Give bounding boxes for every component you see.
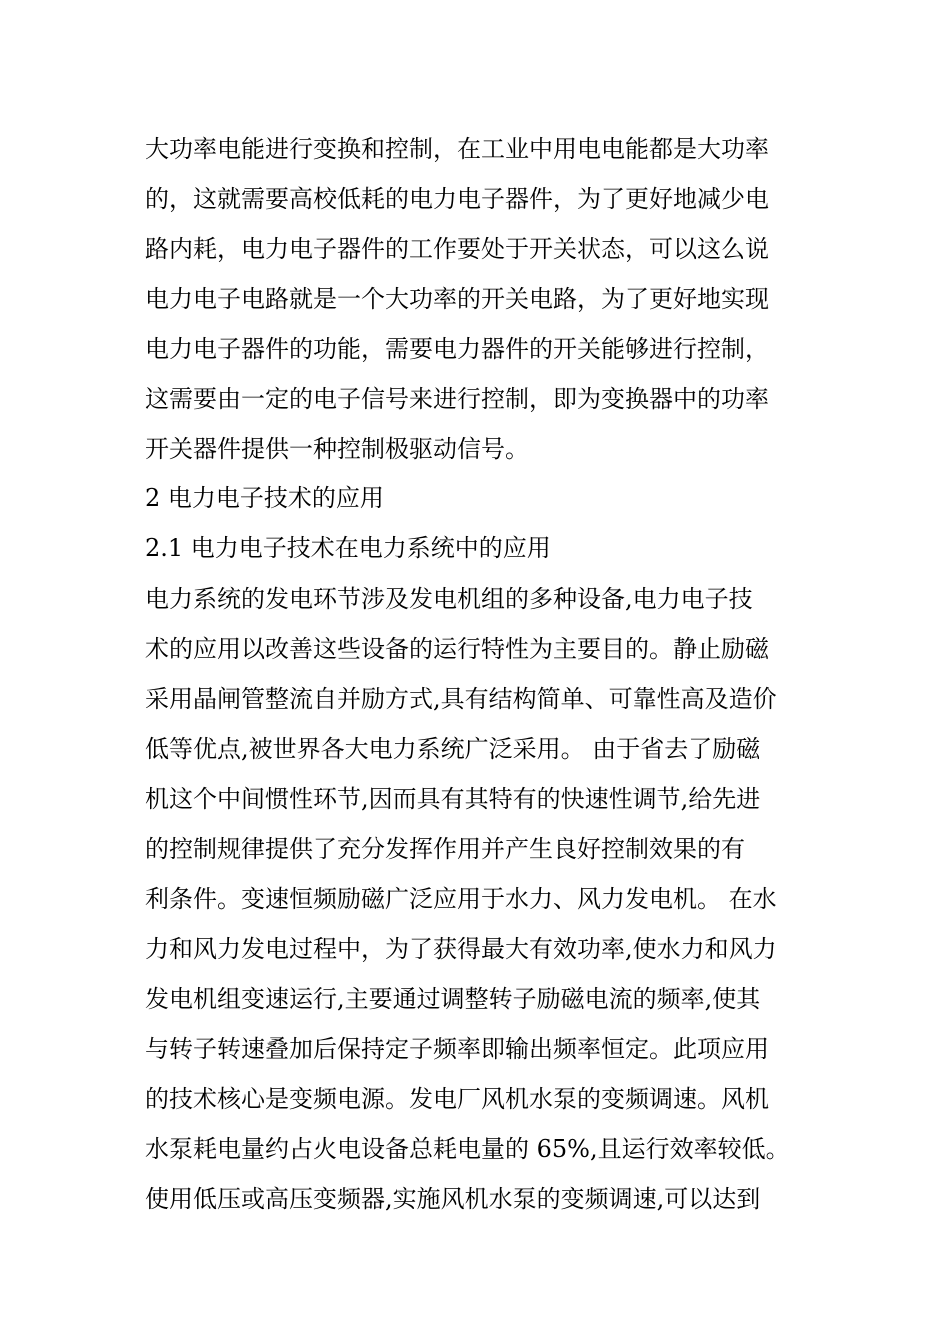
paragraph-line: 的，这就需要高校低耗的电力电子器件，为了更好地减少电	[145, 185, 769, 213]
paragraph-line: 发电机组变速运行,主要通过调整转子励磁电流的频率,使其	[145, 985, 761, 1013]
paragraph-line: 水泵耗电量约占火电设备总耗电量的 65%,且运行效率较低。	[145, 1135, 790, 1163]
subsection-heading: 2.1 电力电子技术在电力系统中的应用	[145, 534, 551, 562]
paragraph-line: 电力电子器件的功能，需要电力器件的开关能够进行控制，	[145, 335, 769, 363]
paragraph-line: 术的应用以改善这些设备的运行特性为主要目的。静止励磁	[145, 635, 769, 663]
paragraph-line: 力和风力发电过程中，为了获得最大有效功率,使水力和风力	[145, 935, 777, 963]
paragraph-line: 路内耗，电力电子器件的工作要处于开关状态，可以这么说	[145, 235, 769, 263]
paragraph-line: 大功率电能进行变换和控制，在工业中用电电能都是大功率	[145, 135, 769, 163]
paragraph-line: 的技术核心是变频电源。发电厂风机水泵的变频调速。风机	[145, 1085, 769, 1113]
paragraph-line: 低等优点,被世界各大电力系统广泛采用。 由于省去了励磁	[145, 735, 761, 763]
paragraph-line: 利条件。变速恒频励磁广泛应用于水力、风力发电机。 在水	[145, 885, 777, 913]
paragraph-line: 与转子转速叠加后保持定子频率即输出频率恒定。此项应用	[145, 1035, 769, 1063]
paragraph-line: 使用低压或高压变频器,实施风机水泵的变频调速,可以达到	[145, 1185, 761, 1213]
paragraph-line: 采用晶闸管整流自并励方式,具有结构简单、可靠性高及造价	[145, 685, 777, 713]
section-heading: 2 电力电子技术的应用	[145, 484, 384, 512]
paragraph-line: 的控制规律提供了充分发挥作用并产生良好控制效果的有	[145, 835, 745, 863]
document-body	[145, 124, 815, 1224]
paragraph-line: 电力系统的发电环节涉及发电机组的多种设备,电力电子技	[145, 585, 753, 613]
paragraph-line: 开关器件提供一种控制极驱动信号。	[145, 435, 529, 463]
paragraph-line: 电力电子电路就是一个大功率的开关电路，为了更好地实现	[145, 285, 769, 313]
paragraph-line: 这需要由一定的电子信号来进行控制，即为变换器中的功率	[145, 385, 769, 413]
paragraph-line: 机这个中间惯性环节,因而具有其特有的快速性调节,给先进	[145, 785, 761, 813]
